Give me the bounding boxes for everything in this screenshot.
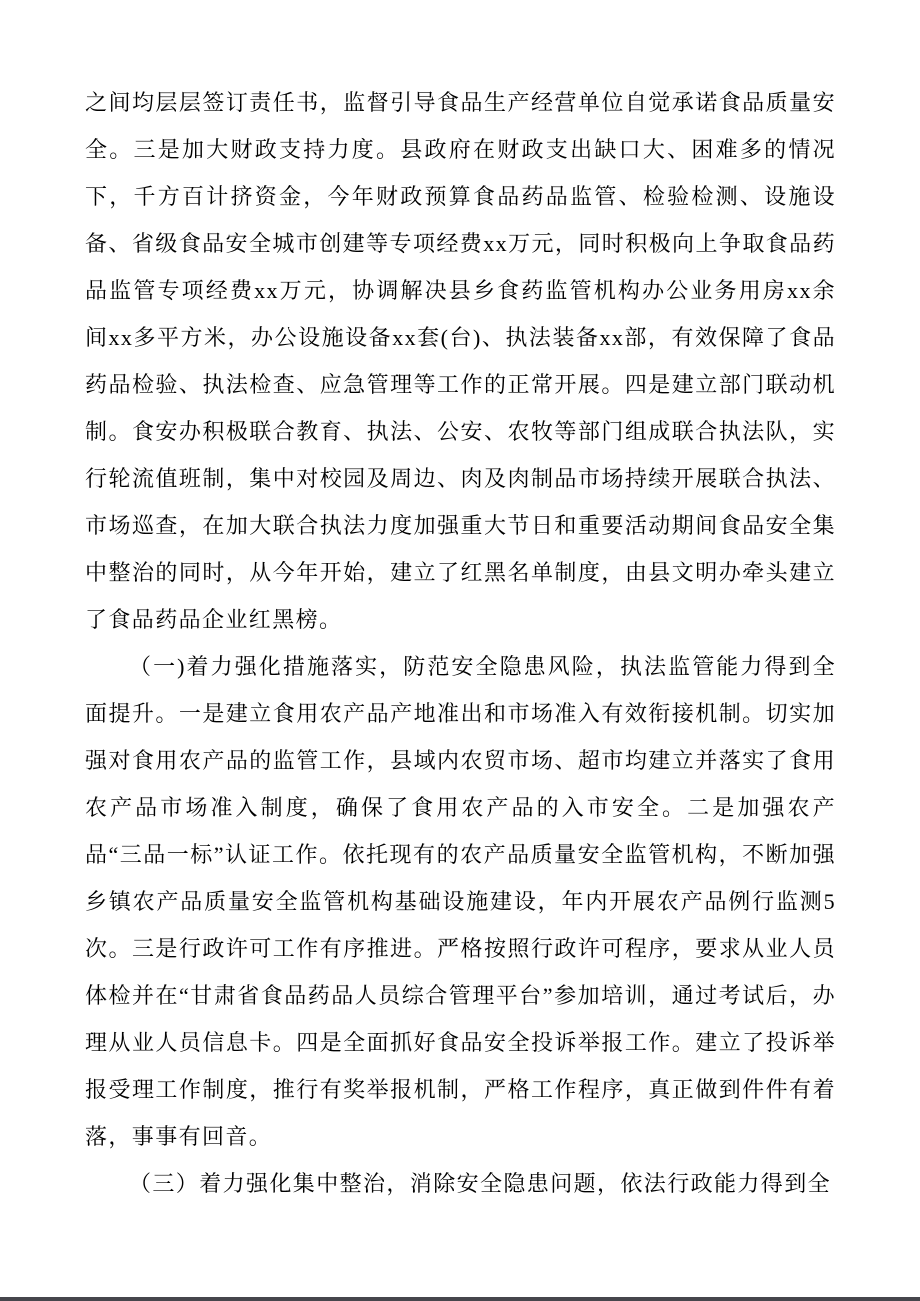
document-body <box>85 79 836 1207</box>
paragraph: 之间均层层签订责任书，监督引导食品生产经营单位自觉承诺食品质量安全。三是加大财政支持力度。县政府在财政支出缺口大、困难多的情况下，千方百计挤资金，今年财政预算食品药品监管、检验检测、设施设备、省级食品安全城市创建等专项经费xx万元，同时积极向上争取食品药品监管专项经费xx万元，协调解决县乡食药监管机构办公业务用房xx余间xx多平方米，办公设施设备xx套(台)、执法装备xx部，有效保障了食品药品检验、执法检查、应急管理等工作的正常开展。四是建立部门联动机制。食安办积极联合教育、执法、公安、农牧等部门组成联合执法队，实行轮流值班制，集中对校园及周边、肉及肉制品市场持续开展联合执法、市场巡查，在加大联合执法力度加强重大节日和重要活动期间食品安全集中整治的同时，从今年开始，建立了红黑名单制度，由县文明办牵头建立了食品药品企业红黑榜。 <box>85 90 836 632</box>
paragraph: （一)着力强化措施落实，防范安全隐患风险，执法监管能力得到全面提升。一是建立食用农产品产地准出和市场准入有效衔接机制。切实加强对食用农产品的监管工作，县域内农贸市场、超市均建立并落实了食用农产品市场准入制度，确保了食用农产品的入市安全。二是加强农产品“三品一标”认证工作。依托现有的农产品质量安全监管机构，不断加强乡镇农产品质量安全监管机构基础设施建设，年内开展农产品例行监测5次。三是行政许可工作有序推进。严格按照行政许可程序，要求从业人员体检并在“甘肃省食品药品人员综合管理平台”参加培训，通过考试后，办理从业人员信息卡。四是全面抓好食品安全投诉举报工作。建立了投诉举报受理工作制度，推行有奖举报机制，严格工作程序，真正做到件件有着落，事事有回音。 <box>85 654 836 1149</box>
paragraph: （三）着力强化集中整治，消除安全隐患问题，依法行政能力得到全 <box>129 1171 832 1196</box>
page-bottom-edge <box>0 1297 920 1301</box>
